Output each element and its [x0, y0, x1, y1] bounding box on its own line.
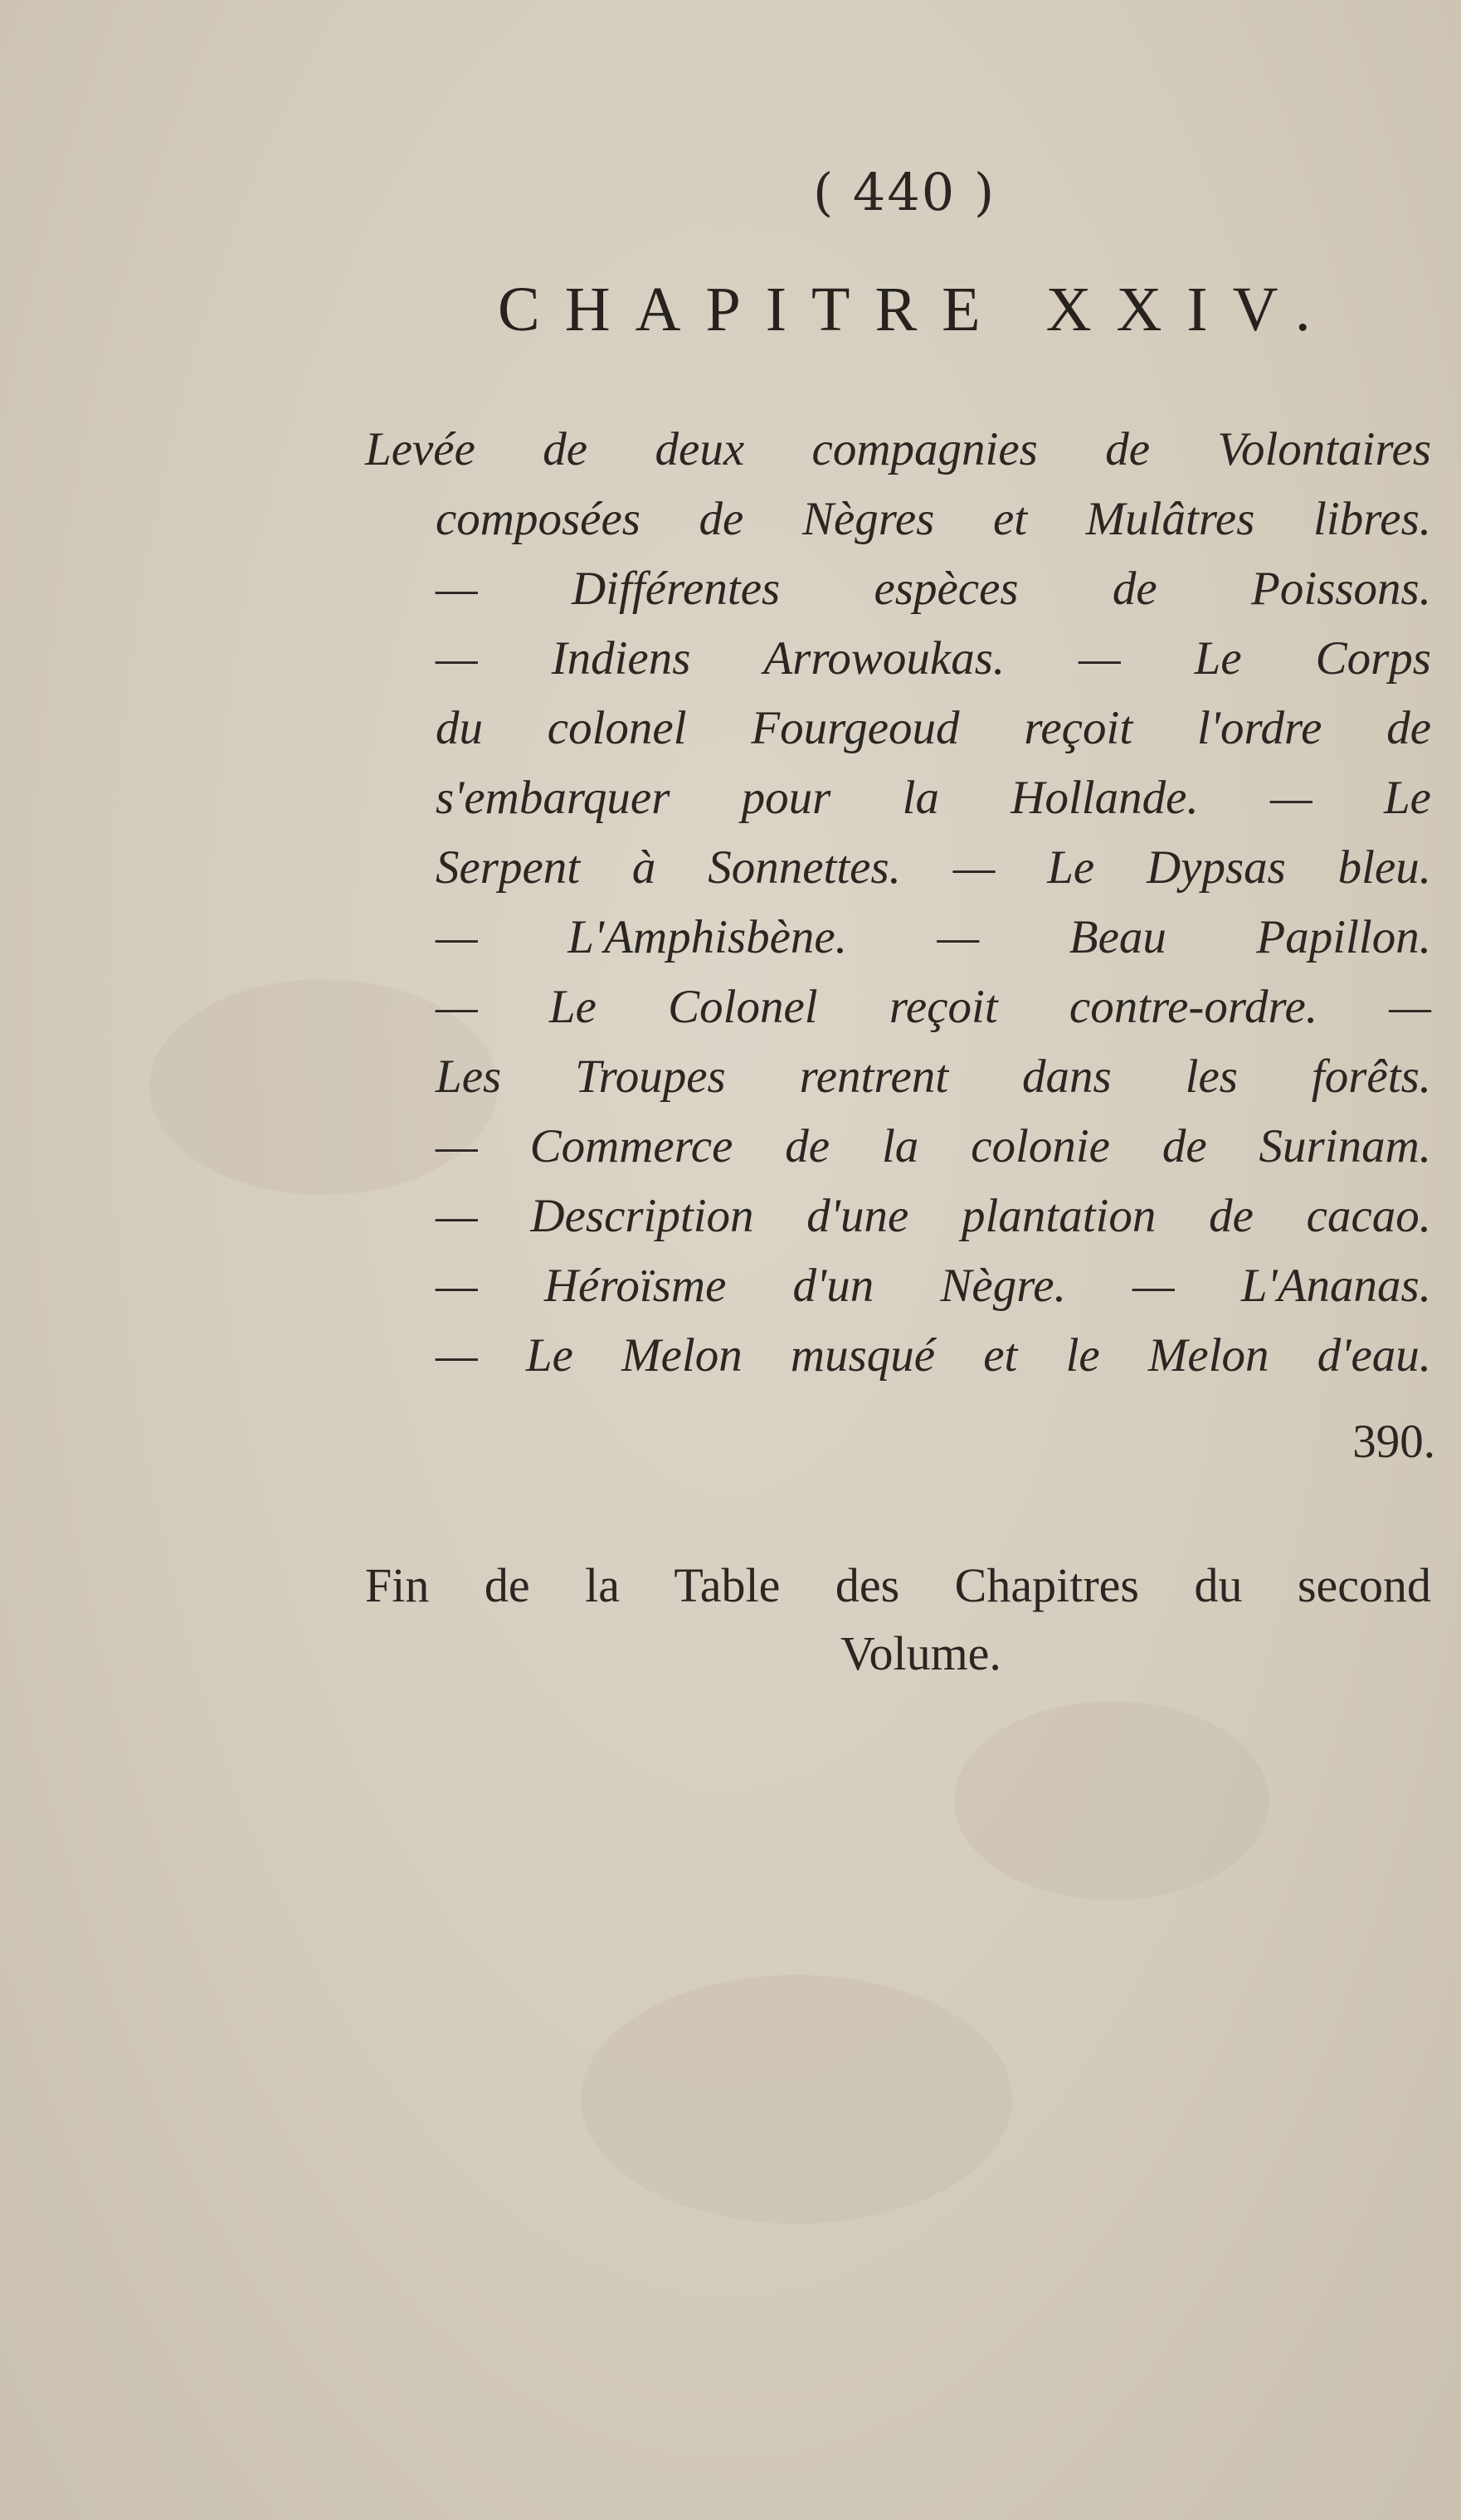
summary-line: Levée de deux compagnies de Volontaires	[365, 423, 1431, 475]
summary-line: composées de Nègres et Mulâtres libres.	[436, 493, 1431, 545]
paper-stain	[581, 1975, 1012, 2224]
summary-line: — Héroïsme d'un Nègre. — L'Ananas.	[436, 1260, 1431, 1312]
end-of-table-note	[365, 1552, 1431, 1688]
summary-line: s'embarquer pour la Hollande. — Le	[436, 772, 1431, 824]
summary-line: — Indiens Arrowoukas. — Le Corps	[436, 632, 1431, 685]
summary-page-reference: 390.	[1352, 1416, 1435, 1468]
summary-line: — Description d'une plantation de cacao.	[436, 1190, 1431, 1242]
end-note-line: Volume.	[840, 1626, 1001, 1680]
summary-line: — Différentes espèces de Poissons.	[436, 563, 1431, 615]
summary-line: — L'Amphisbène. — Beau Papillon.	[436, 911, 1431, 963]
end-note-line: Fin de la Table des Chapitres du second	[365, 1558, 1431, 1612]
summary-line: — Le Melon musqué et le Melon d'eau.	[436, 1329, 1431, 1382]
summary-line: Les Troupes rentrent dans les forêts.	[436, 1050, 1431, 1103]
paper-stain	[954, 1701, 1269, 1900]
page-number: ( 440 )	[813, 162, 996, 222]
chapter-summary	[365, 415, 1431, 1391]
summary-line: — Commerce de la colonie de Surinam.	[436, 1120, 1431, 1172]
summary-line: — Le Colonel reçoit contre-ordre. —	[436, 981, 1431, 1033]
summary-line: Serpent à Sonnettes. — Le Dypsas bleu.	[436, 841, 1431, 894]
summary-line: du colonel Fourgeoud reçoit l'ordre de	[436, 702, 1431, 754]
chapter-heading: CHAPITRE XXIV.	[498, 275, 1336, 344]
